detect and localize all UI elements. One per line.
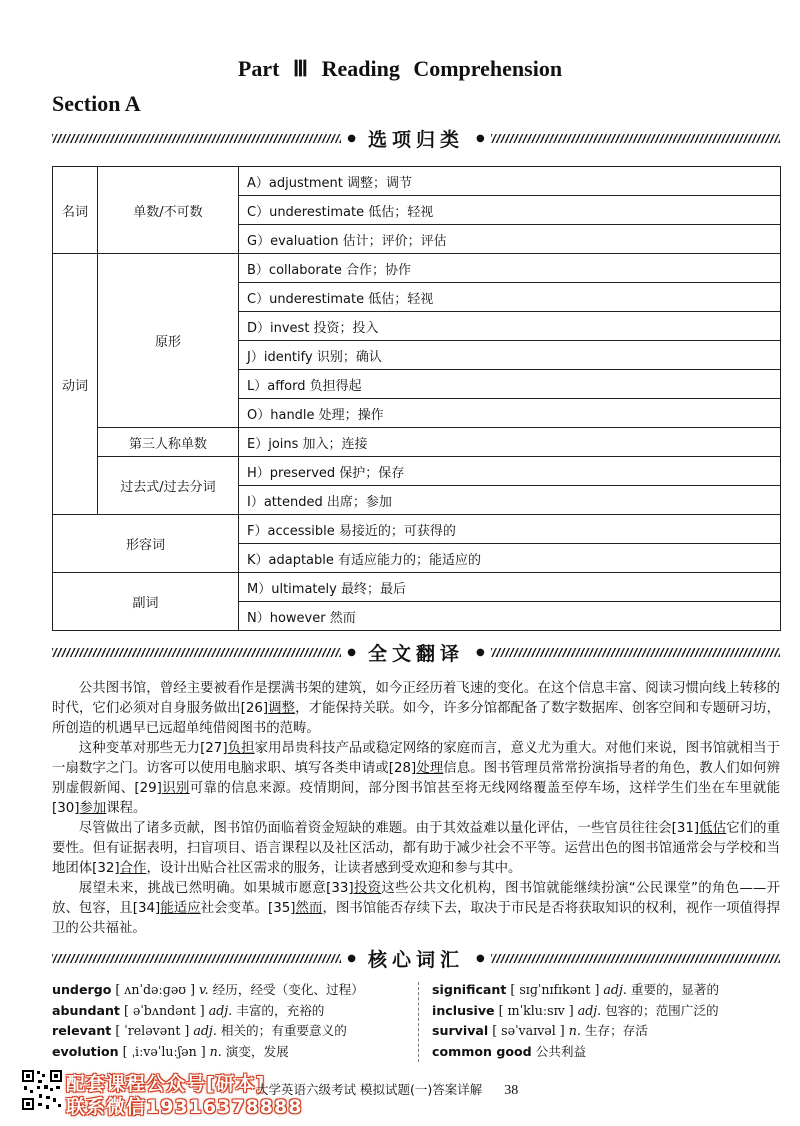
translation-paragraph-1: 公共图书馆，曾经主要被看作是摆满书架的建筑，如今正经历着飞速的变化。在这个信息丰富、阅读习惯向线上转移的时代，它们必须对自身服务做出[26]调整，才能保持关联。如今，许多分馆都配备了数字数据库、创客空间和专题研习坊，所创造的机遇早已远超单纯借阅图书的范畴。 — [52, 681, 781, 736]
vocab-entry: relevant [ ˈreləvənt ] adj. 相关的；有重要意义的 — [52, 1023, 347, 1038]
section-title: Section A — [52, 91, 141, 116]
subcategory: 过去式/过去分词 — [98, 457, 239, 515]
page-number: 38 — [504, 1083, 519, 1098]
qr-code-icon — [20, 1068, 64, 1112]
banner-title: 全文翻译 — [368, 642, 465, 665]
banner-title: 选项归类 — [368, 128, 465, 151]
vocab-entry: significant [ sɪɡˈnɪfɪkənt ] adj. 重要的，显著的 — [432, 982, 720, 997]
answer-27: 负担 — [227, 741, 255, 756]
vocab-entry: evolution [ ˌiːvəˈluːʃən ] n. 演变，发展 — [52, 1043, 289, 1059]
option-cell: N）however 然而 — [239, 602, 781, 631]
vocab-entry: common good 公共利益 — [432, 1043, 587, 1059]
answer-33: 投资 — [353, 881, 382, 896]
answer-34: 能适应 — [160, 901, 201, 916]
banner-vocabulary: ● 核心词汇 ● — [52, 946, 780, 970]
option-cell: A）adjustment 调整；调节 — [239, 167, 781, 196]
category-adverb: 副词 — [53, 573, 239, 631]
vocab-entry: survival [ səˈvaɪvəl ] n. 生存；存活 — [432, 1023, 648, 1038]
banner-translation: ● 全文翻译 ● — [52, 640, 780, 664]
translation-paragraph-2: 这种变革对那些无力[27]负担家用昂贵科技产品或稳定网络的家庭而言，意义尤为重大。对他们来说，图书馆就相当于一扇数字之门。访客可以使用电脑求职、填写各类申请或[28]处理信息。图书管理员常常扮演指导者的角色，教人们如何辨别虚假新闻、[29]识别可靠的信息来源。疫情期间，部分图书馆甚至将无线网络覆盖至停车场，这样学生们坐在车里就能[30]参加课程。 — [52, 741, 781, 816]
classification-table — [52, 166, 781, 631]
option-cell: K）adaptable 有适应能力的；能适应的 — [239, 544, 781, 573]
option-cell: E）joins 加入；连接 — [239, 428, 781, 457]
promo-line-2: 联系微信19316378888 — [66, 1096, 303, 1118]
category-adjective: 形容词 — [53, 515, 239, 573]
option-cell: O）handle 处理；操作 — [239, 399, 781, 428]
answer-26: 调整 — [268, 701, 296, 716]
subcategory: 第三人称单数 — [98, 428, 239, 457]
footer-book-title: 大学英语六级考试 模拟试题(一)答案详解 — [256, 1082, 483, 1097]
option-cell: C）underestimate 低估；轻视 — [239, 196, 781, 225]
promo-line-1: 配套课程公众号[研本] — [66, 1073, 266, 1095]
vocab-entry: undergo [ ʌnˈdəːɡəʊ ] v. 经历，经受（变化、过程） — [52, 982, 364, 997]
part-title: Part Ⅲ Reading Comprehension — [237, 56, 563, 81]
vocab-left-column — [52, 980, 364, 1062]
answer-32: 合作 — [119, 861, 147, 876]
option-cell: B）collaborate 合作；协作 — [239, 254, 781, 283]
option-cell: G）evaluation 估计；评价；评估 — [239, 225, 781, 254]
vocab-divider — [418, 982, 419, 1062]
answer-30: 参加 — [79, 801, 107, 816]
option-cell: J）identify 识别；确认 — [239, 341, 781, 370]
answer-28: 处理 — [416, 761, 444, 776]
subcategory: 原形 — [98, 254, 239, 428]
translation-paragraph-4: 展望未来，挑战已然明确。如果城市愿意[33]投资这些公共文化机构，图书馆就能继续扮演“公民课堂”的角色——开放、包容，且[34]能适应社会变革。[35]然而，图书馆能否存续下去，取决于市民是否将获取知识的权利，视作一项值得捍卫的公共福祉。 — [52, 881, 781, 936]
category-verb: 动词 — [53, 254, 98, 515]
banner-title: 核心词汇 — [368, 948, 465, 971]
option-cell: C）underestimate 低估；轻视 — [239, 283, 781, 312]
option-cell: D）invest 投资；投入 — [239, 312, 781, 341]
translation-paragraph-3: 尽管做出了诸多贡献，图书馆仍面临着资金短缺的难题。由于其效益难以量化评估，一些官员往往会[31]低估它们的重要性。但有证据表明，扫盲项目、语言课程以及社区活动，都有助于减少社会不平等。运营出色的图书馆通常会与学校和当地团体[32]合作，设计出贴合社区需求的服务，让读者感到受欢迎和参与其中。 — [52, 821, 781, 876]
answer-29: 识别 — [161, 781, 190, 796]
vocab-entry: abundant [ əˈbʌndənt ] adj. 丰富的，充裕的 — [52, 1002, 325, 1018]
option-cell: I）attended 出席；参加 — [239, 486, 781, 515]
answer-31: 低估 — [699, 821, 727, 836]
option-cell: H）preserved 保护；保存 — [239, 457, 781, 486]
vocab-right-column — [432, 980, 719, 1062]
banner-classification: ● 选项归类 ● — [52, 126, 780, 150]
option-cell: L）afford 负担得起 — [239, 370, 781, 399]
footer — [256, 1080, 518, 1099]
answer-35: 然而 — [295, 901, 323, 916]
option-cell: F）accessible 易接近的；可获得的 — [239, 515, 781, 544]
vocab-entry: inclusive [ ɪnˈkluːsɪv ] adj. 包容的；范围广泛的 — [432, 1002, 719, 1018]
option-cell: M）ultimately 最终；最后 — [239, 573, 781, 602]
subcategory: 单数/不可数 — [98, 167, 239, 254]
category-noun: 名词 — [53, 167, 98, 254]
